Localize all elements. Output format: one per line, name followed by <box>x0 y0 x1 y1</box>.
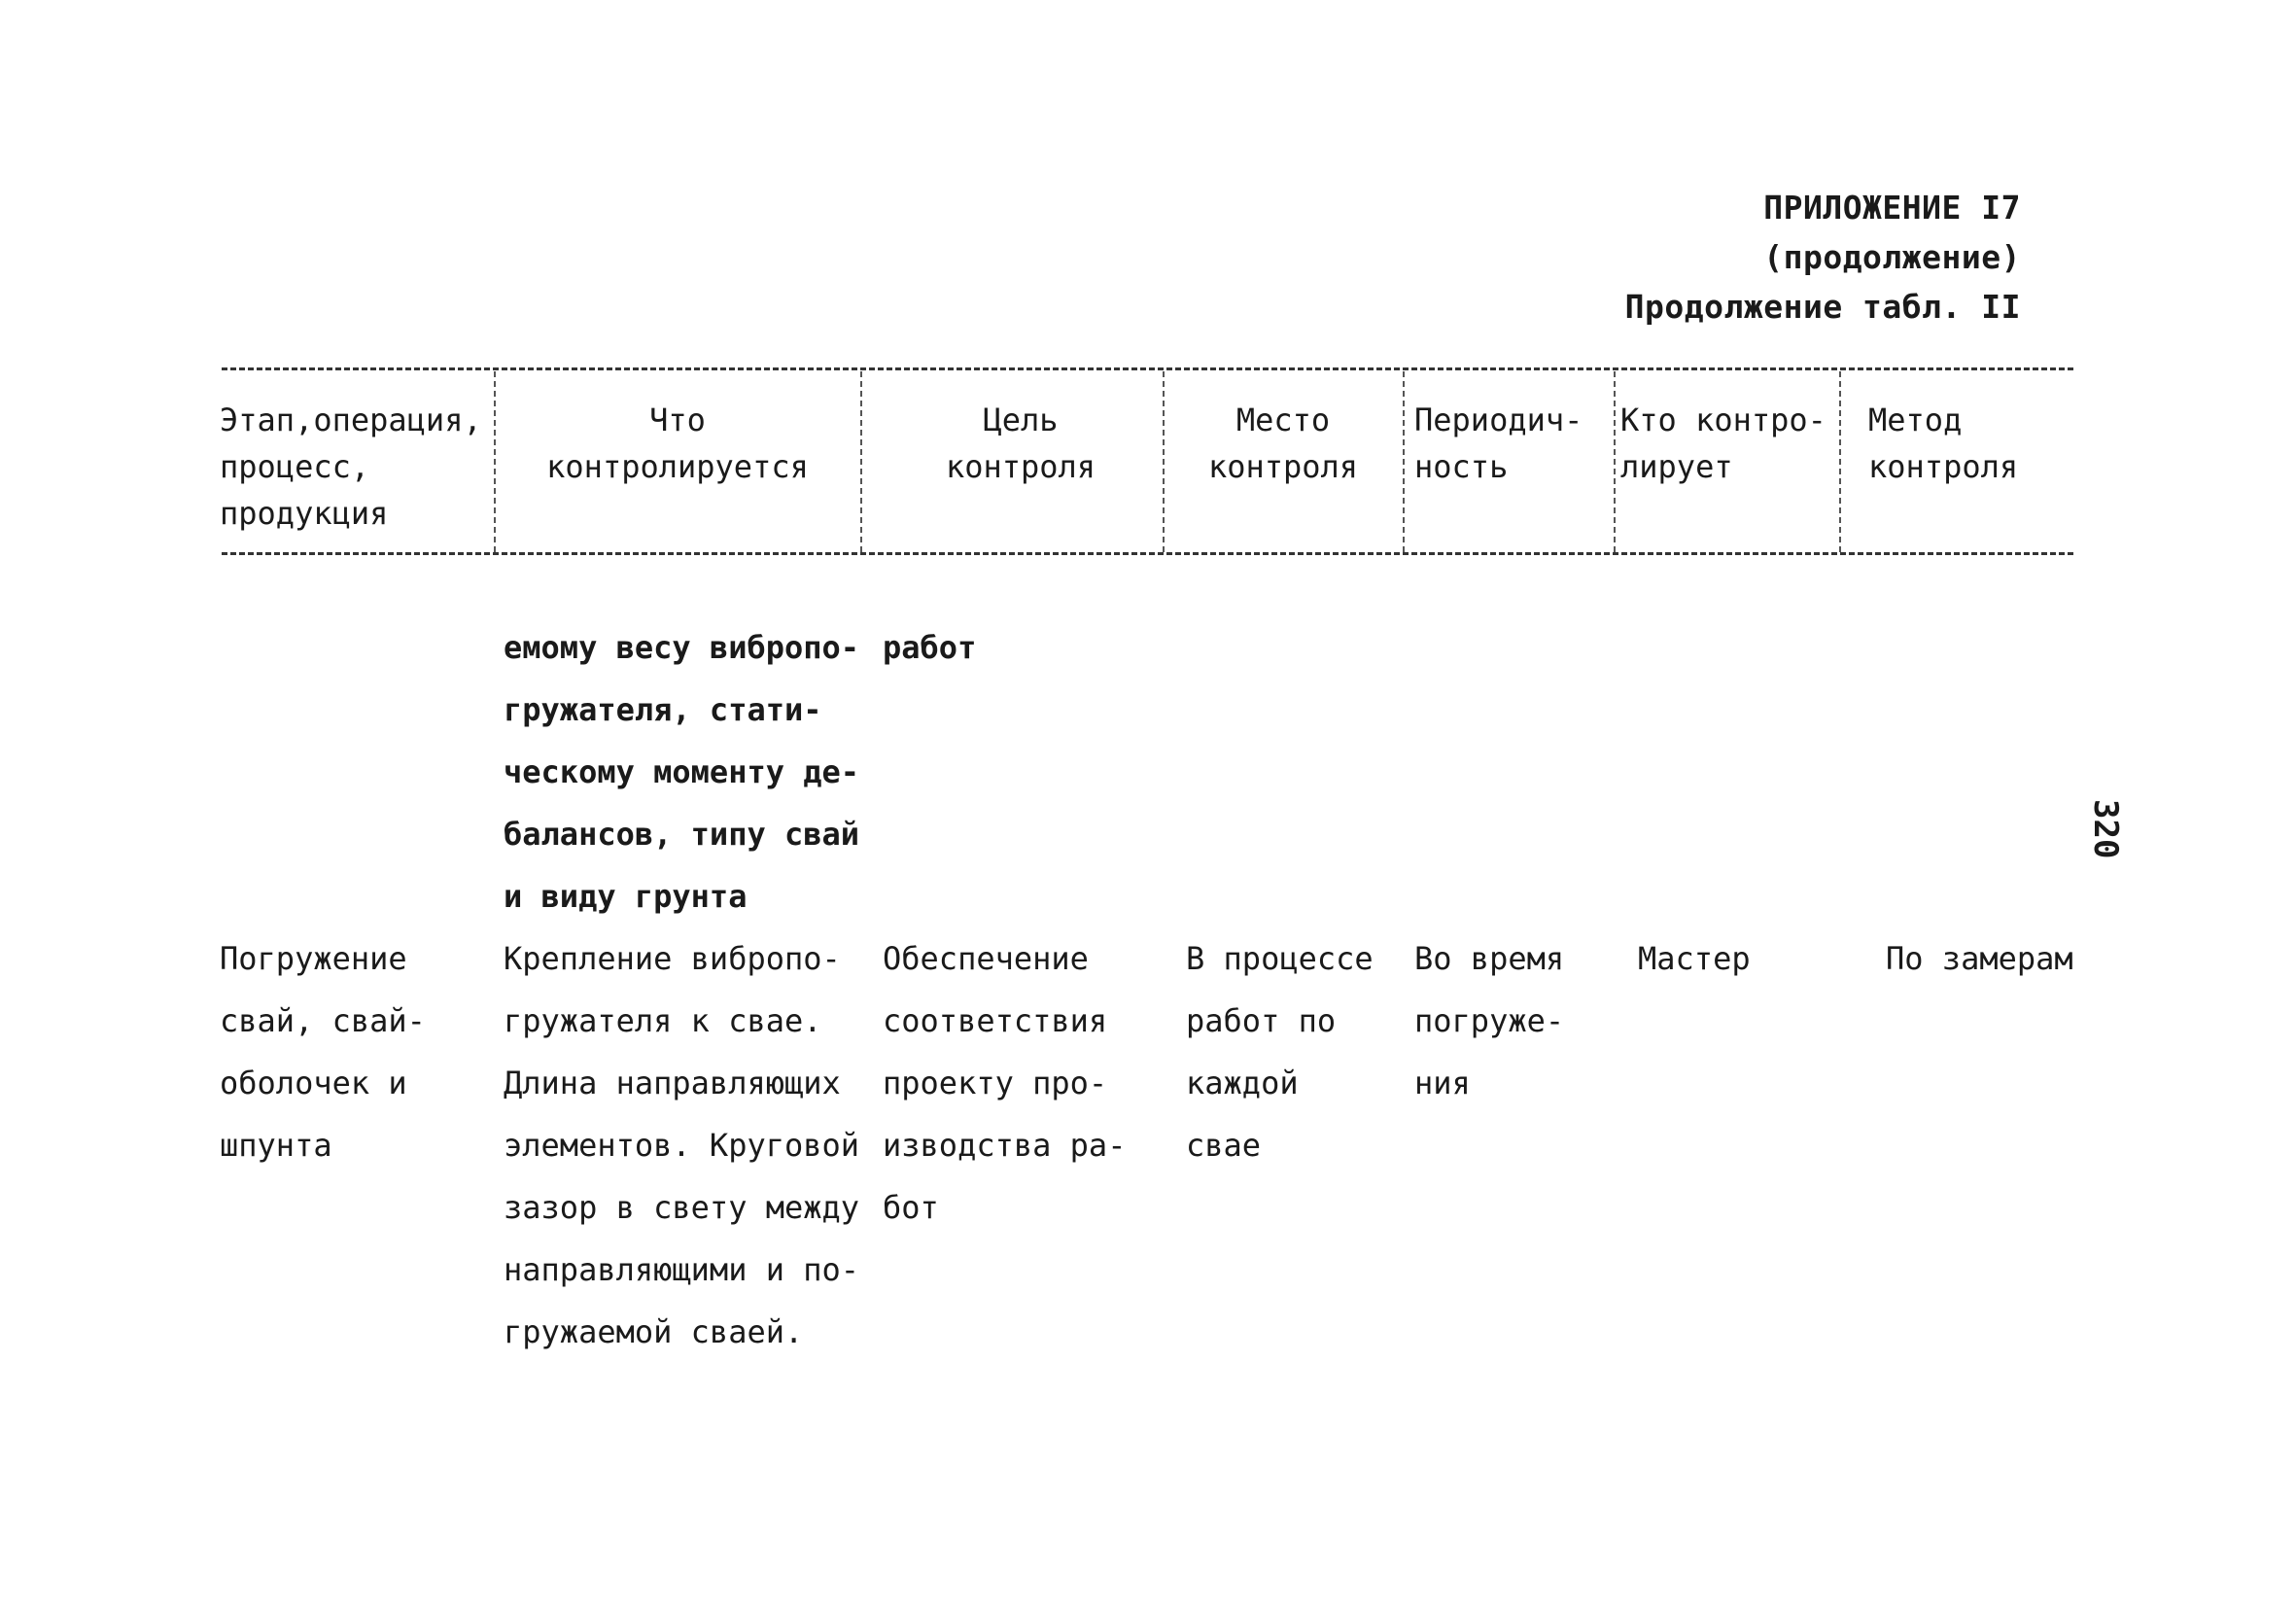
continued-goal-cell: работ <box>883 629 977 666</box>
column-divider <box>1403 371 1405 552</box>
continued-what-cell: емому весу вибропо- гружателя, стати- ческому моменту де- балансов, типу свай и виду грунта <box>504 629 860 915</box>
column-header-who: Кто контро- лирует <box>1620 402 1826 485</box>
page-number: 320 <box>2086 799 2125 859</box>
continuation-label: (продолжение) <box>1763 238 2021 276</box>
column-header-place: Место контроля <box>1207 402 1359 485</box>
column-divider <box>1163 371 1165 552</box>
table-header-bottom-rule <box>222 552 2073 555</box>
column-header-method: Метод контроля <box>1868 402 2019 485</box>
column-divider <box>1839 371 1841 552</box>
place-cell: В процессе работ по каждой свае <box>1186 940 1374 1164</box>
header-block <box>1625 183 2021 332</box>
stage-cell: Погружение свай, свай- оболочек и шпунта <box>220 940 426 1164</box>
table-continuation-label: Продолжение табл. II <box>1624 288 2021 326</box>
column-header-goal: Цель контроля <box>945 402 1096 485</box>
method-cell: По замерам <box>1886 940 2073 977</box>
table-top-rule <box>222 367 2073 370</box>
column-header-periodicity: Периодич- ность <box>1414 402 1583 485</box>
appendix-title: ПРИЛОЖЕНИЕ I7 <box>1763 189 2021 227</box>
column-header-what: Что контролируется <box>546 402 809 485</box>
column-header-stage: Этап,операция, процесс, продукция <box>220 402 482 532</box>
what-cell: Крепление вибропо- гружателя к свае. Длина направляющих элементов. Круговой зазор в свету между направляющими и по- гружаемой сваей. <box>504 940 860 1350</box>
column-divider <box>1614 371 1616 552</box>
column-divider <box>860 371 862 552</box>
periodicity-cell: Во время погруже- ния <box>1414 940 1565 1101</box>
column-divider <box>494 371 496 552</box>
goal-cell: Обеспечение соответствия проекту про- изводства ра- бот <box>883 940 1127 1226</box>
who-cell: Мастер <box>1638 940 1751 977</box>
